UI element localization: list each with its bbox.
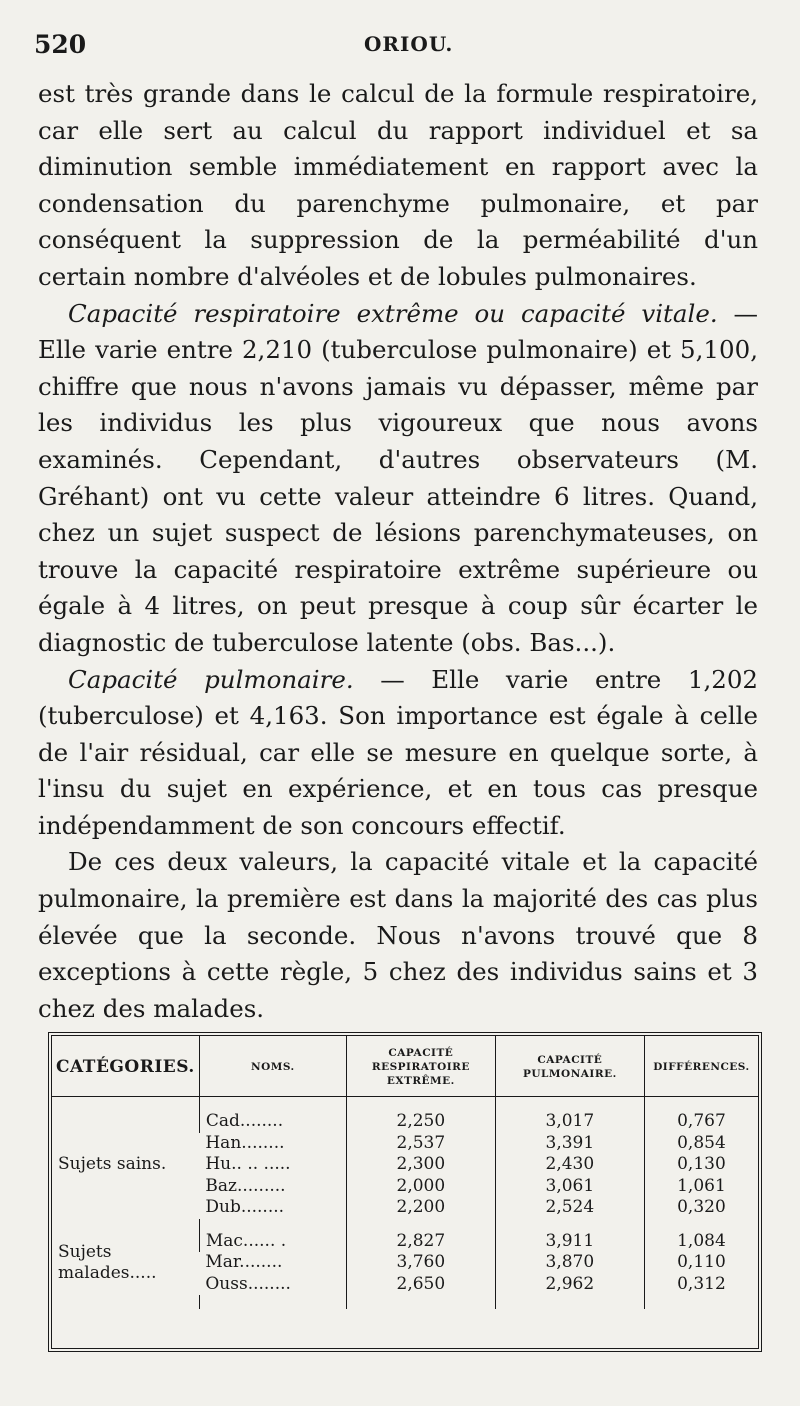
spacer-row	[52, 1219, 758, 1231]
name-cell: Han........	[205, 1132, 285, 1153]
diff-cell: 0,767	[644, 1111, 758, 1133]
paragraph: De ces deux valeurs, la capacité vitale et la capacité pulmonaire, la première est dans la majorité des cas plus élevée que la seconde. Nous n'avons trouvé que 8 exceptions à cette règle, 5 chez des individus sains et 3 chez des malades.	[38, 847, 758, 1023]
cp-cell: 3,391	[495, 1133, 644, 1155]
section-heading: Capacité pulmonaire.	[68, 664, 354, 694]
name-cell: Ouss........	[205, 1273, 291, 1294]
header-capacite-pulmonaire: CAPACITÉ PULMONAIRE.	[495, 1036, 644, 1097]
paragraph: est très grande dans le calcul de la formule respiratoire, car elle sert au calcul du rapport individuel et sa diminution semble immédiatement en rapport avec la condensation du parenchyme pulmonaire, et par conséquent la suppression de la perméabilité d'un certain nombre d'alvéoles et de lobules pulmonaires.	[38, 79, 758, 291]
name-cell: Hu.. .. .....	[205, 1154, 291, 1174]
diff-cell: 1,061	[644, 1176, 758, 1198]
header-categories: CATÉGORIES.	[52, 1036, 199, 1097]
name-cell: Mar........	[205, 1252, 283, 1272]
cre-cell: 2,250	[346, 1111, 495, 1133]
page-number: 520	[34, 30, 87, 59]
running-head: ORIOU.	[364, 32, 454, 56]
paragraph-text: — Elle varie entre 1,202 (tuberculose) et 4,163. Son importance est égale à celle de l'air résidual, car elle se mesure en quelque sorte, à l'insu du sujet en expérience, et en tous cas presque indépendamment de son concours effectif.	[38, 664, 758, 840]
table-header-row	[52, 1036, 758, 1097]
diff-cell: 1,084	[644, 1231, 758, 1253]
paragraph	[38, 662, 758, 845]
cre-cell: 2,537	[346, 1133, 495, 1155]
data-table	[52, 1036, 758, 1309]
diff-cell: 0,312	[644, 1274, 758, 1296]
cp-cell: 3,061	[495, 1176, 644, 1198]
category-cell: Sujets malades.....	[58, 1241, 157, 1283]
body-text	[38, 76, 758, 1027]
paragraph	[38, 296, 758, 662]
cp-cell: 2,962	[495, 1274, 644, 1296]
diff-cell: 0,130	[644, 1154, 758, 1176]
spacer-row	[52, 1097, 758, 1112]
name-cell: Mac...... .	[199, 1231, 346, 1253]
cp-cell: 3,870	[495, 1252, 644, 1274]
cre-cell: 2,650	[346, 1274, 495, 1296]
cp-cell: 2,430	[495, 1154, 644, 1176]
paragraph-text: — Elle varie entre 2,210 (tuberculose pulmonaire) et 5,100, chiffre que nous n'avons jamais vu dépasser, même par les individus les plus vigoureux que nous avons examinés. Cependant, d'autres observateurs (M. Gréhant) ont vu cette valeur atteindre 6 litres. Quand, chez un sujet suspect de lésions parenchymateuses, on trouve la capacité respiratoire extrême supérieure ou égale à 4 litres, on peut presque à coup sûr écarter le diagnostic de tuberculose latente (obs. Bas...).	[38, 298, 758, 657]
header-capacite-respiratoire: CAPACITÉ RESPIRATOIRE EXTRÊME.	[346, 1036, 495, 1097]
page-header	[34, 30, 760, 66]
table-row	[52, 1231, 758, 1253]
cre-cell: 2,200	[346, 1197, 495, 1219]
data-table-frame	[48, 1032, 762, 1352]
cp-cell: 3,017	[495, 1111, 644, 1133]
section-heading: Capacité respiratoire extrême ou capacité vitale.	[68, 298, 718, 328]
name-cell: Baz.........	[205, 1175, 286, 1196]
header-names: NOMS.	[199, 1036, 346, 1097]
spacer-row	[52, 1295, 758, 1309]
name-cell: Dub........	[205, 1197, 285, 1217]
cre-cell: 2,000	[346, 1176, 495, 1198]
cp-cell: 2,524	[495, 1197, 644, 1219]
header-differences: DIFFÉRENCES.	[644, 1036, 758, 1097]
diff-cell: 0,320	[644, 1197, 758, 1219]
cre-cell: 2,300	[346, 1154, 495, 1176]
cre-cell: 3,760	[346, 1252, 495, 1274]
diff-cell: 0,854	[644, 1133, 758, 1155]
cre-cell: 2,827	[346, 1231, 495, 1253]
cp-cell: 3,911	[495, 1231, 644, 1253]
name-cell: Cad........	[199, 1111, 346, 1133]
table-row	[52, 1111, 758, 1133]
diff-cell: 0,110	[644, 1252, 758, 1274]
category-cell: Sujets sains.	[58, 1154, 167, 1175]
